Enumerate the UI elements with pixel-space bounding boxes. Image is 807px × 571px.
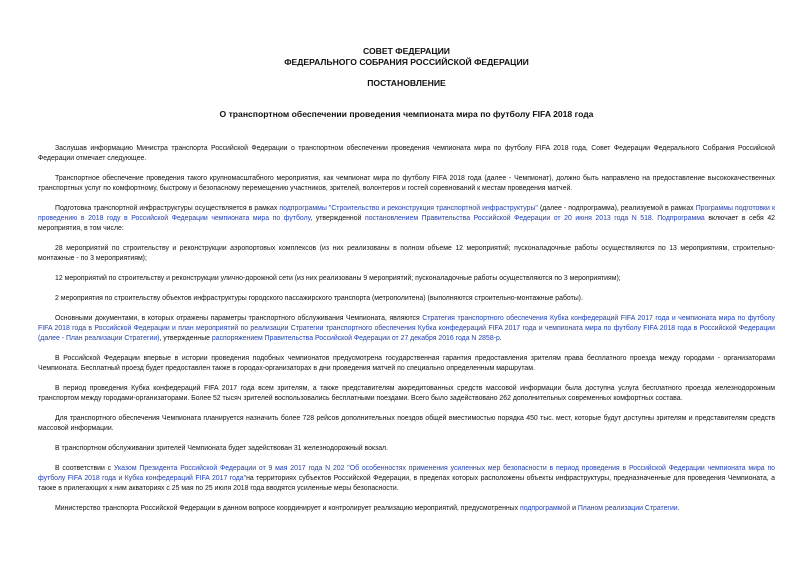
paragraph-12 [38, 464, 775, 494]
link-strategy[interactable]: Стратегия транспортного обеспечения Кубка конфедераций FIFA 2017 года и чемпионата мира по футболу FIFA 2018 года в Российской Федерации и план мероприятий по реализации Стратегии транспортного обеспечения Кубка конфедераций FIFA 2017 года и чемпионата мира по футболу FIFA 2018 года в Российской Федерации (далее - План реализации Стратегии) [38, 315, 775, 342]
paragraph-13-text-1: Министерство транспорта Российской Федерации в данном вопросе координирует и контролирует реализацию мероприятий, предусмотренных [55, 505, 520, 512]
document-page [38, 0, 775, 514]
link-decree-202[interactable]: Указом Президента Российской Федерации от 9 мая 2017 года N 202 "Об особенностях применения усиленных мер безопасности в период проведения в Российской Федерации чемпионата мира по футболу FIFA 2018 года и Кубка конфедераций FIFA 2017 года" [38, 465, 776, 482]
paragraph-9: В период проведения Кубка конфедераций FIFA 2017 года всем зрителям, а также представителям аккредитованных средств массовой информации была доступна услуга бесплатного проезда железнодорожным транспортом между городами-организаторами. Более 52 тысяч зрителей воспользовались бесплатными поездами. Всего было задействовано 262 дополнительных современных комфортных состава. [38, 385, 775, 402]
paragraph-5: 12 мероприятий по строительству и реконструкции улично-дорожной сети (из них реализованы 9 мероприятий; пусконаладочные работы осуществляются по 3 мероприятиям); [55, 275, 621, 282]
paragraph-2: Транспортное обеспечение проведения такого крупномасштабного мероприятия, как чемпионат мира по футболу FIFA 2018 года (далее - Чемпионат), должно быть направлено на предоставление высококачественных транспортных услуг по комфортному, быстрому и безопасному перемещению участников, зрителей, волонтеров и гостей соревнований к местам проведения матчей. [38, 175, 775, 192]
paragraph-3-text-5: включает в себя 42 мероприятия, в том числе: [38, 215, 775, 232]
paragraph-6: 2 мероприятия по строительству объектов инфраструктуры городского пассажирского транспорта (метрополитена) (выполняются строительно-монтажные работы). [55, 295, 583, 302]
issuer-line-2: ФЕДЕРАЛЬНОГО СОБРАНИЯ РОССИЙСКОЙ ФЕДЕРАЦИИ [284, 57, 529, 67]
document-title: О транспортном обеспечении проведения чемпионата мира по футболу FIFA 2018 года [219, 109, 594, 119]
link-subprogram-2[interactable]: Подпрограмма [657, 215, 705, 222]
paragraph-4: 28 мероприятий по строительству и реконструкции аэропортовых комплексов (из них реализованы в полном объеме 12 мероприятий; пусконаладочные работы осуществляются по 13 мероприятиям, строительно-монтажные - по 3 мероприятиям); [38, 245, 775, 262]
paragraph-1: Заслушав информацию Министра транспорта Российской Федерации о транспортном обеспечении проведения чемпионата мира по футболу FIFA 2018 года, Совет Федерации Федерального Собрания Российской Федерации отмечает следующее. [38, 145, 775, 162]
link-strategy-plan[interactable]: Планом реализации Стратегии [577, 505, 678, 512]
paragraph-11: В транспортном обслуживании зрителей Чемпионата будет задействован 31 железнодорожный вокзал. [55, 445, 388, 452]
paragraph-7-text-3: . [499, 335, 502, 342]
link-resolution-518[interactable]: постановлением Правительства Российской Федерации от 20 июня 2013 года N 518 [364, 215, 652, 222]
paragraph-3-text-1: Подготовка транспортной инфраструктуры осуществляется в рамках [55, 205, 280, 212]
paragraph-10: Для транспортного обеспечения Чемпионата планируется назначить более 728 рейсов дополнительных поездов общей вместимостью порядка 450 тыс. мест, которые будут доступны зрителям и представителям средств массовой информации. [38, 415, 775, 432]
paragraph-3-text-2: (далее - подпрограмма), реализуемой в рамках [537, 205, 696, 212]
paragraph-3 [38, 204, 775, 234]
paragraph-12-text-2: на территориях субъектов Российской Федерации, в пределах которых расположены объекты инфраструктуры, предназначенные для проведения Чемпионата, а также в прилегающих к ним акваториях с 25 мая по 25 июля 2018 года вводятся усиленные меры безопасности. [38, 475, 775, 492]
paragraph-3-text-4: . [651, 215, 658, 222]
paragraph-13-text-3: . [677, 505, 680, 512]
paragraph-12-text-1: В соответствии с [55, 465, 114, 472]
paragraph-7 [38, 314, 775, 344]
paragraph-7-text-2: , утвержденные [159, 335, 212, 342]
paragraph-8: В Российской Федерации впервые в истории проведения подобных чемпионатов предусмотрена государственная гарантия предоставления зрителям права бесплатного проезда между городами - организаторами Чемпионата. Бесплатный проезд будет предоставлен также в городах-организаторах в дни проведения матчей по специально определенным маршрутам. [38, 355, 775, 372]
link-program[interactable]: Программы подготовки к проведению в 2018 году в Российской Федерации чемпионата мира по футболу [38, 205, 775, 222]
issuer-line-1: СОВЕТ ФЕДЕРАЦИИ [363, 46, 450, 56]
link-subprogram-3[interactable]: подпрограммой [520, 505, 571, 512]
link-order-2858[interactable]: распоряжением Правительства Российской Федерации от 27 декабря 2016 года N 2858-р [211, 335, 500, 342]
document-type: ПОСТАНОВЛЕНИЕ [367, 78, 446, 88]
paragraph-13 [38, 504, 775, 514]
paragraph-7-text-1: Основными документами, в которых отражены параметры транспортного обслуживания Чемпионата, являются [55, 315, 423, 322]
paragraph-3-text-3: , утвержденной [310, 215, 365, 222]
link-subprogram[interactable]: подпрограммы "Строительство и реконструкция транспортной инфраструктуры" [279, 205, 538, 212]
paragraph-13-text-2: и [570, 505, 578, 512]
